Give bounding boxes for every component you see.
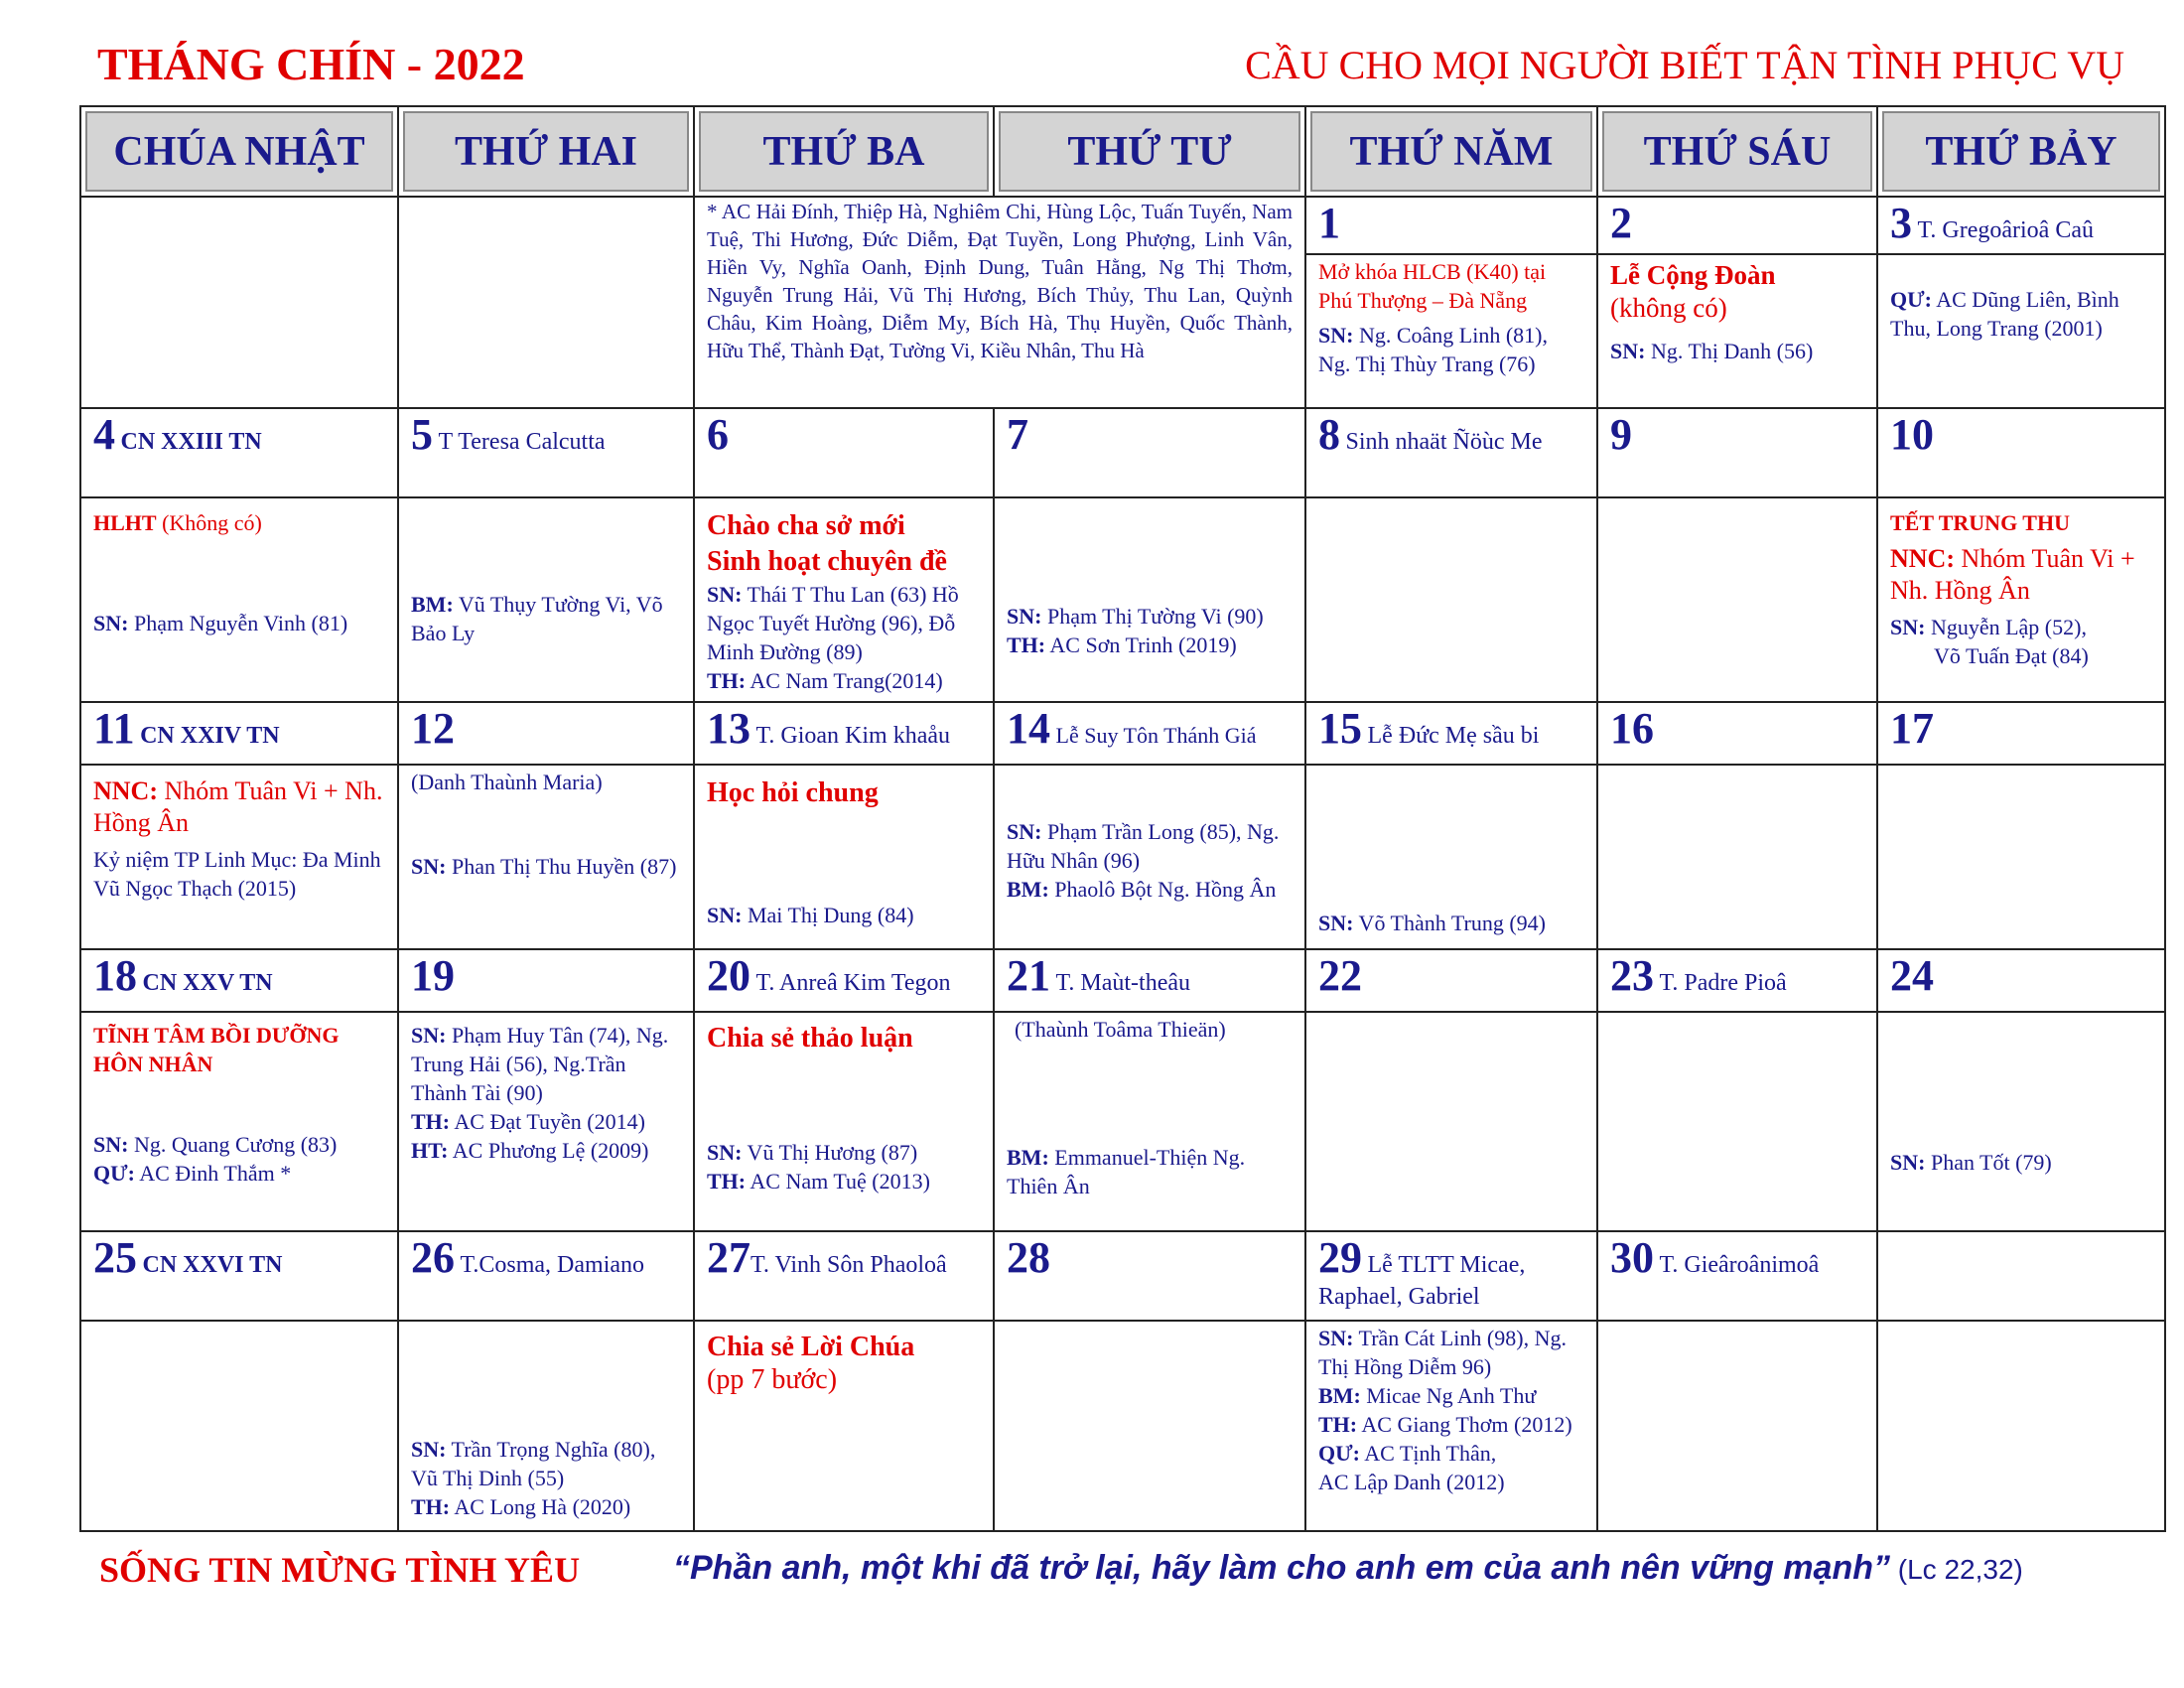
day-cell-20-content [694,1012,994,1231]
day-cell-7-header [994,408,1305,497]
day-cell-27-content [694,1321,994,1531]
empty-cell [1877,1321,2165,1531]
calendar-grid [79,105,2166,1532]
day-number: 28 [1007,1233,1050,1282]
sn-label: SN: [1610,339,1646,363]
birthday-entry: SN: Ng. Thị Danh (56) [1610,339,1814,363]
day-number: 22 [1318,951,1362,1000]
weekday-thursday: THỨ NĂM [1305,106,1597,197]
day-cell-2-header [1597,197,1877,254]
day-cell-8-content [1305,497,1597,702]
qu-label: QƯ: [93,1161,135,1186]
qu-label: QƯ: [1318,1441,1360,1466]
day-cell-29-content [1305,1321,1597,1531]
sn-label: SN: [1318,323,1354,348]
event-text: TẾT TRUNG THU [1890,510,2070,535]
day-cell-17-content [1877,765,2165,949]
sn-label: SN: [1890,615,1926,639]
day-number: 15 [1318,704,1362,753]
nnc-entry: NNC: Nhóm Tuân Vi + Nh. Hồng Ân [93,776,383,837]
feast-label: T. Gioan Kim khaåu [755,723,951,749]
birthday-entry: SN: Nguyễn Lập (52), [1890,615,2087,639]
birthday-entry-2: Ng. Thị Thùy Trang (76) [1318,352,1536,376]
weekday-sunday: CHÚA NHẬT [80,106,398,197]
day-number: 14 [1007,704,1050,753]
day-cell-29-header [1305,1231,1597,1321]
weekday-wednesday: THỨ TƯ [994,106,1305,197]
feast-label: CN XXIII TN [120,429,262,455]
day-cell-3-content [1877,254,2165,408]
quote-text: “Phần anh, một khi đã trở lại, hãy làm cho anh em của anh nên vững mạnh” [673,1549,1890,1587]
qu-entry-2: AC Lập Danh (2012) [1318,1470,1505,1494]
birthday-entry: SN: Võ Thành Trung (94) [1318,911,1546,935]
empty-cell [1877,1231,2165,1321]
day-cell-13-content [694,765,994,949]
page-title: THÁNG CHÍN - 2022 [97,39,525,89]
day-cell-23-content [1597,1012,1877,1231]
day-cell-27-header [694,1231,994,1321]
feast-label: Sinh nhaät Ñöùc Me [1345,429,1543,455]
day-number: 9 [1610,410,1632,459]
feast-label: T. Padre Pioâ [1659,970,1787,996]
day-cell-5-header [398,408,694,497]
event-text: Học hỏi chung [707,777,879,808]
day-cell-4-header [80,408,398,497]
sn-label: SN: [411,854,447,879]
sn-label: SN: [93,1132,129,1157]
day-number: 24 [1890,951,1934,1000]
feast-label: T Teresa Calcutta [438,429,606,455]
baptism-entry: BM: Vũ Thụy Tường Vi, Võ Bảo Ly [411,592,663,645]
day-cell-12-header [398,702,694,765]
footer-motto: SỐNG TIN MỪNG TÌNH YÊU [99,1550,581,1590]
day-number: 11 [93,704,135,753]
day-cell-30-content [1597,1321,1877,1531]
day-number: 4 [93,410,115,459]
feast-label: T. Anreâ Kim Tegon [755,970,951,996]
th-label: TH: [707,668,747,693]
feast-label: CN XXV TN [142,970,273,996]
day-number: 1 [1318,199,1340,247]
birthday-entry: SN: Phạm Huy Tân (74), Ng. Trung Hải (56), Ng.Trần Thành Tài (90) [411,1023,669,1105]
day-cell-3-header [1877,197,2165,254]
feast-label: T. Gregoârioâ Caû [1917,217,2094,243]
anniversary-entry: TH: AC Sơn Trinh (2019) [1007,633,1237,657]
th-label: TH: [1318,1412,1358,1437]
sn-label: SN: [93,611,129,635]
th-label: TH: [1007,633,1046,657]
day-cell-19-header [398,949,694,1012]
sn-label: SN: [707,1140,743,1165]
day-cell-2-content [1597,254,1877,408]
week-2-content-row [80,497,2165,702]
event-text: Mở khóa HLCB (K40) tại Phú Thượng – Đà Nẵng [1318,259,1547,313]
day-number: 8 [1318,410,1340,459]
day-cell-10-content [1877,497,2165,702]
day-number: 13 [707,704,751,753]
day-cell-17-header [1877,702,2165,765]
day-cell-26-content [398,1321,694,1531]
day-number: 6 [707,410,729,459]
day-number: 2 [1610,199,1632,247]
day-cell-10-header [1877,408,2165,497]
birthday-entry: SN: Thái T Thu Lan (63) Hồ Ngọc Tuyết Hường (96), Đỗ Minh Đường (89) [707,582,959,664]
memorial-note: Kỷ niệm TP Linh Mục: Đa Minh Vũ Ngọc Thạch (2015) [93,847,381,901]
day-cell-18-header [80,949,398,1012]
birthday-entry: SN: Phạm Trần Long (85), Ng. Hữu Nhân (96) [1007,819,1280,873]
day-cell-20-header [694,949,994,1012]
week-4-content-row [80,1012,2165,1231]
day-cell-14-content [994,765,1305,949]
th-label: TH: [707,1169,747,1194]
day-cell-22-content [1305,1012,1597,1231]
day-cell-16-content [1597,765,1877,949]
day-number: 27 [707,1233,751,1282]
event-text-2: Sinh hoạt chuyên đề [707,546,947,577]
event-note: (không có) [1610,293,1727,323]
day-number: 3 [1890,199,1912,247]
day-cell-7-content [994,497,1305,702]
bm-label: BM: [411,592,454,617]
weekday-friday: THỨ SÁU [1597,106,1877,197]
event-text: Lễ Cộng Đoàn [1610,260,1776,290]
week-5-content-row [80,1321,2165,1531]
day-cell-9-header [1597,408,1877,497]
day-cell-1-content [1305,254,1597,408]
day-number: 5 [411,410,433,459]
anniversary-entry: QƯ: AC Dũng Liên, Bình Thu, Long Trang (2001) [1890,287,2119,341]
day-number: 26 [411,1233,455,1282]
event-text: Chia sẻ thảo luận [707,1023,913,1054]
birthday-entry: SN: Phan Thị Thu Huyền (87) [411,854,677,879]
feast-label: Lễ Đức Mẹ sầu bi [1367,723,1540,749]
birthday-entry: SN: Ng. Coâng Linh (81), [1318,323,1548,348]
feast-label: Lễ Suy Tôn Thánh Giá [1055,723,1257,748]
day-number: 10 [1890,410,1934,459]
day-cell-28-content [994,1321,1305,1531]
birthday-entry: SN: Phạm Thị Tường Vi (90) [1007,604,1264,629]
birthday-entry: SN: Trần Cát Linh (98), Ng. Thị Hồng Diễm 96) [1318,1326,1567,1379]
baptism-entry: BM: Micae Ng Anh Thư [1318,1383,1537,1408]
bm-label: BM: [1318,1383,1361,1408]
bm-label: BM: [1007,877,1049,902]
prayer-intention: CẦU CHO MỌI NGƯỜI BIẾT TẬN TÌNH PHỤC VỤ [1245,43,2124,87]
feast-label: Lễ TLTT Micae, Raphael, Gabriel [1318,1252,1526,1310]
week-5-date-row [80,1231,2165,1321]
day-cell-25-header [80,1231,398,1321]
ht-entry: HT: AC Phương Lệ (2009) [411,1138,649,1163]
nnc-entry: NNC: Nhóm Tuân Vi + Nh. Hồng Ân [1890,544,2135,605]
sn-label: SN: [411,1437,447,1462]
day-cell-23-header [1597,949,1877,1012]
day-number: 18 [93,951,137,1000]
birthday-entry-2: Võ Tuấn Đạt (84) [1934,643,2089,668]
day-cell-24-content [1877,1012,2165,1231]
day-cell-15-content [1305,765,1597,949]
baptism-entry: BM: Phaolô Bột Ng. Hồng Ân [1007,877,1277,902]
sn-label: SN: [411,1023,447,1048]
feast-label: T. Gieâroânimoâ [1659,1252,1820,1278]
bm-label: BM: [1007,1145,1049,1170]
birthday-entry: SN: Mai Thị Dung (84) [707,903,914,927]
week-3-date-row [80,702,2165,765]
day-number: 25 [93,1233,137,1282]
event-text: HLHT [93,510,157,535]
day-cell-30-header [1597,1231,1877,1321]
feast-label: (Danh Thaùnh Maria) [411,770,603,794]
anniversary-entry: TH: AC Nam Trang(2014) [707,668,943,693]
day-cell-8-header [1305,408,1597,497]
day-number: 12 [411,704,455,753]
th-label: TH: [411,1109,451,1134]
day-number: 21 [1007,951,1050,1000]
sn-label: SN: [1318,1326,1354,1350]
day-cell-22-header [1305,949,1597,1012]
feast-label-2: (Thaùnh Toâma Thieän) [1015,1017,1226,1042]
day-cell-28-header [994,1231,1305,1321]
week-4-date-row [80,949,2165,1012]
day-cell-19-content [398,1012,694,1231]
sn-label: SN: [707,582,743,607]
day-cell-21-content [994,1012,1305,1231]
day-number: 19 [411,951,455,1000]
anniversary-entry: QƯ: AC Đinh Thắm * [93,1161,292,1186]
qu-label: QƯ: [1890,287,1932,312]
day-cell-12-content [398,765,694,949]
anniversary-entry: TH: AC Giang Thơm (2012) [1318,1412,1572,1437]
day-number: 20 [707,951,751,1000]
empty-cell [398,197,694,408]
day-cell-16-header [1597,702,1877,765]
anniversary-entry: TH: AC Nam Tuệ (2013) [707,1169,930,1194]
day-cell-13-header [694,702,994,765]
feast-label: CN XXIV TN [140,723,280,749]
qu-entry: QƯ: AC Tịnh Thân, [1318,1441,1497,1466]
day-cell-25-content [80,1321,398,1531]
feast-label: T.Cosma, Damiano [460,1252,645,1278]
sn-label: SN: [707,903,743,927]
feast-label: T. Vinh Sôn Phaoloâ [751,1252,947,1278]
day-cell-1-header [1305,197,1597,254]
birthday-entry: SN: Trần Trọng Nghĩa (80), Vũ Thị Dinh (55) [411,1437,656,1490]
weekday-monday: THỨ HAI [398,106,694,197]
day-cell-26-header [398,1231,694,1321]
footer-quote [673,1549,2023,1588]
ht-label: HT: [411,1138,449,1163]
day-cell-18-content [80,1012,398,1231]
weekday-header-row [80,106,2165,197]
day-cell-11-content [80,765,398,949]
sn-label: SN: [1007,604,1042,629]
birthday-entry: SN: Vũ Thị Hương (87) [707,1140,918,1165]
day-number: 7 [1007,410,1028,459]
day-cell-6-content [694,497,994,702]
day-cell-9-content [1597,497,1877,702]
day-cell-6-header [694,408,994,497]
quote-reference: (Lc 22,32) [1890,1554,2023,1585]
weekday-saturday: THỨ BẢY [1877,106,2165,197]
day-cell-21-header [994,949,1305,1012]
day-number: 16 [1610,704,1654,753]
day-number: 29 [1318,1233,1362,1282]
anniversary-entry: TH: AC Long Hà (2020) [411,1494,631,1519]
day-cell-11-header [80,702,398,765]
day-cell-4-content: HLHT (Không có) SN: Phạm Nguyễn Vinh (81) [80,497,398,702]
day-number: 17 [1890,704,1934,753]
birthday-entry: SN: Phạm Nguyễn Vinh (81) [93,611,348,635]
baptism-entry: BM: Emmanuel-Thiện Ng. Thiên Ân [1007,1145,1246,1198]
feast-label: CN XXVI TN [142,1252,283,1278]
event-note: (pp 7 bước) [707,1364,838,1395]
day-number: 30 [1610,1233,1654,1282]
anniversary-entry: TH: AC Đạt Tuyền (2014) [411,1109,645,1134]
event-text: TĨNH TÂM BỒI DƯỠNG HÔN NHÂN [93,1023,340,1076]
week-3-content-row [80,765,2165,949]
birthday-entry: SN: Ng. Quang Cương (83) [93,1132,338,1157]
sn-label: SN: [1890,1150,1926,1175]
feast-label: T. Maùt-theâu [1055,970,1191,996]
day-cell-24-header [1877,949,2165,1012]
event-text: Chia sẻ Lời Chúa [707,1332,915,1362]
week-2-date-row [80,408,2165,497]
day-cell-15-header [1305,702,1597,765]
week-1-row [80,197,2165,254]
day-cell-5-content [398,497,694,702]
sn-label: SN: [1318,911,1354,935]
day-cell-14-header [994,702,1305,765]
day-number: 23 [1610,951,1654,1000]
event-text: Chào cha sở mới [707,510,905,541]
weekday-tuesday: THỨ BA [694,106,994,197]
birthday-entry: SN: Phan Tốt (79) [1890,1150,2052,1175]
empty-cell [80,197,398,408]
anniversary-names: * AC Hải Đính, Thiệp Hà, Nghiêm Chi, Hùng Lộc, Tuấn Tuyến, Nam Tuệ, Thi Hương, Đức Diễm, Đạt Tuyền, Long Phượng, Linh Vân, Hiền Vy, Nghĩa Oanh, Định Dung, Tuân Hằng, Ng Thị Thơm, Nguyễn Trung Hải, Vũ Thị Hương, Bích Thủy, Thu Lan, Quỳnh Châu, Kim Hoàng, Diễm My, Bích Hà, Thụ Huyền, Quốc Thành, Hữu Thể, Thành Đạt, Tường Vi, Kiều Nhân, Thu Hà [694,197,1305,408]
th-label: TH: [411,1494,451,1519]
sn-label: SN: [1007,819,1042,844]
